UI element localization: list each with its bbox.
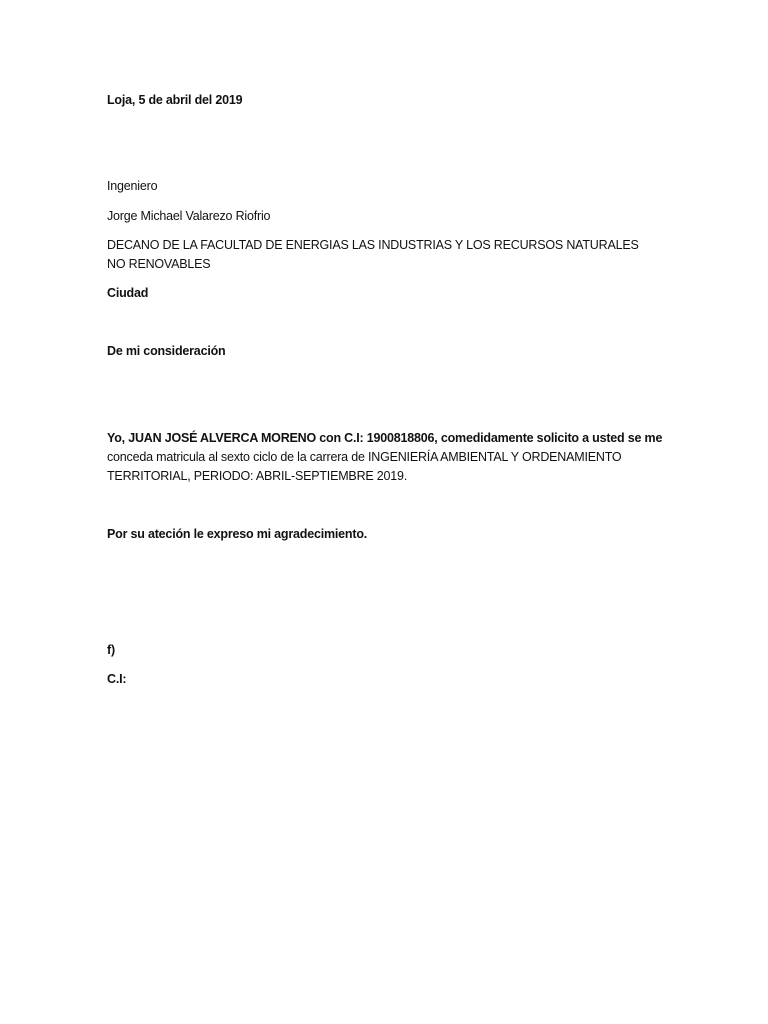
place-date: Loja, 5 de abril del 2019	[107, 93, 243, 107]
body-line-2: conceda matricula al sexto ciclo de la carrera de INGENIERÍA AMBIENTAL Y ORDENAMIENTO	[107, 450, 622, 464]
recipient-title: Ingeniero	[107, 179, 158, 193]
salutation: De mi consideración	[107, 344, 226, 358]
recipient-city: Ciudad	[107, 286, 149, 300]
signature-label: f)	[107, 643, 115, 657]
id-label: C.I:	[107, 672, 127, 686]
closing: Por su ateción le expreso mi agradecimiento.	[107, 527, 368, 541]
recipient-position: DECANO DE LA FACULTAD DE ENERGIAS LAS INDUSTRIAS Y LOS RECURSOS NATURALES NO RENOVABLES	[107, 238, 639, 271]
body-line-1: Yo, JUAN JOSÉ ALVERCA MORENO con C.I: 1900818806, comedidamente solicito a usted se me	[107, 431, 663, 445]
recipient-name: Jorge Michael Valarezo Riofrio	[107, 209, 271, 223]
body-line-3: TERRITORIAL, PERIODO: ABRIL-SEPTIEMBRE 2019.	[107, 469, 408, 483]
